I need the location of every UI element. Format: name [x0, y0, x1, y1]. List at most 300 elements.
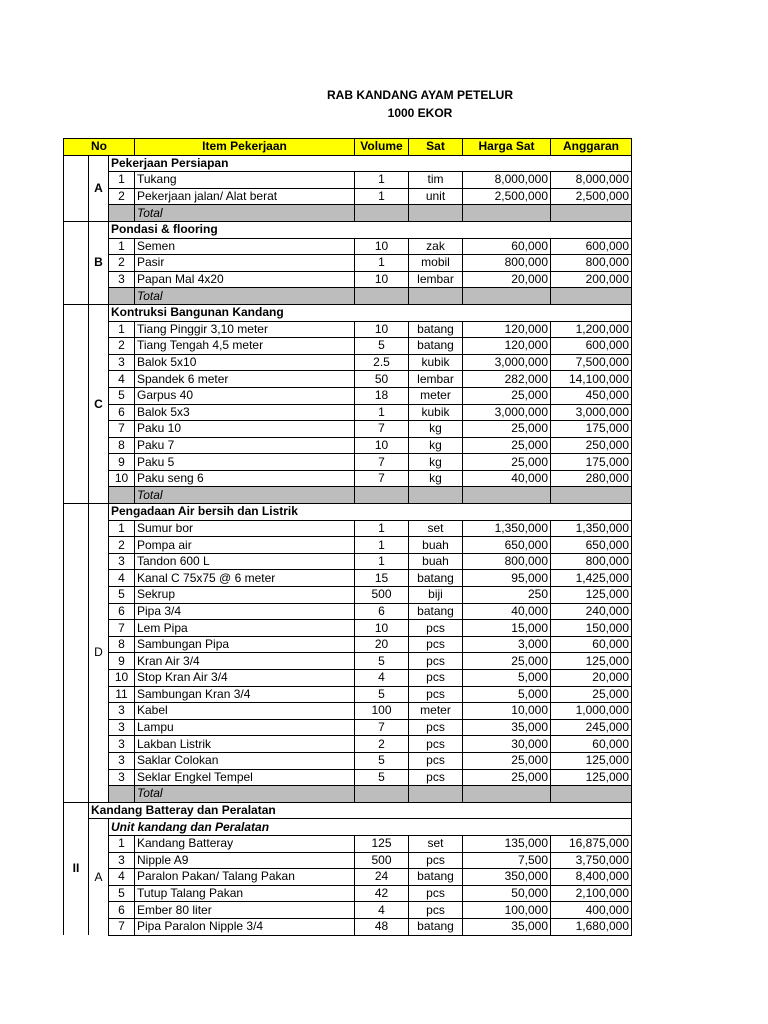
item-sat: pcs: [409, 736, 463, 753]
total-cell: [463, 205, 551, 222]
table-row: [64, 587, 632, 604]
item-name: Saklar Colokan: [135, 752, 355, 769]
table-row: [64, 620, 632, 637]
item-sat: pcs: [409, 769, 463, 786]
item-volume: 5: [355, 752, 409, 769]
total-row: [64, 288, 632, 305]
item-volume: 1: [355, 404, 409, 421]
roman-column: [64, 221, 89, 304]
item-no: 11: [109, 686, 135, 703]
item-anggaran: 16,875,000: [551, 835, 632, 852]
item-volume: 7: [355, 421, 409, 438]
table-row: [64, 703, 632, 720]
item-harga: 1,350,000: [463, 520, 551, 537]
item-no: 10: [109, 470, 135, 487]
item-volume: 10: [355, 620, 409, 637]
document-title: RAB KANDANG AYAM PETELUR: [326, 88, 514, 102]
item-no: 3: [109, 852, 135, 869]
total-label: Total: [135, 288, 355, 305]
item-harga: 35,000: [463, 719, 551, 736]
table-row: [64, 686, 632, 703]
item-sat: batang: [409, 603, 463, 620]
item-name: Pekerjaan jalan/ Alat berat: [135, 188, 355, 205]
total-cell: [463, 288, 551, 305]
header-volume: Volume: [355, 139, 409, 156]
item-no: 1: [109, 835, 135, 852]
header-sat: Sat: [409, 139, 463, 156]
total-cell: [551, 786, 632, 803]
total-label: Total: [135, 487, 355, 504]
item-no: 5: [109, 587, 135, 604]
item-volume: 42: [355, 885, 409, 902]
item-anggaran: 2,500,000: [551, 188, 632, 205]
item-sat: unit: [409, 188, 463, 205]
section-title-row: [64, 304, 632, 321]
item-harga: 3,000,000: [463, 354, 551, 371]
total-cell: [409, 205, 463, 222]
item-sat: kubik: [409, 404, 463, 421]
section-title-row: [64, 504, 632, 521]
item-no: 9: [109, 653, 135, 670]
section-letter: A: [89, 819, 109, 935]
item-name: Papan Mal 4x20: [135, 271, 355, 288]
item-anggaran: 800,000: [551, 255, 632, 272]
item-harga: 25,000: [463, 437, 551, 454]
total-cell: [355, 487, 409, 504]
item-name: Ember 80 liter: [135, 902, 355, 919]
table-row: [64, 271, 632, 288]
item-sat: pcs: [409, 636, 463, 653]
item-no: 3: [109, 719, 135, 736]
subsection-title-row: [64, 819, 632, 836]
table-row: [64, 902, 632, 919]
item-harga: 8,000,000: [463, 172, 551, 189]
item-volume: 5: [355, 686, 409, 703]
item-sat: pcs: [409, 653, 463, 670]
item-no: 5: [109, 885, 135, 902]
item-no: 2: [109, 255, 135, 272]
roman-column: [64, 504, 89, 803]
table-row: [64, 470, 632, 487]
item-harga: 282,000: [463, 371, 551, 388]
item-harga: 25,000: [463, 653, 551, 670]
item-volume: 1: [355, 255, 409, 272]
item-no: 9: [109, 454, 135, 471]
total-no-cell: [109, 487, 135, 504]
total-cell: [463, 786, 551, 803]
item-sat: batang: [409, 918, 463, 935]
item-harga: 25,000: [463, 421, 551, 438]
table-row: [64, 520, 632, 537]
header-no: No: [64, 139, 135, 156]
item-volume: 1: [355, 553, 409, 570]
total-cell: [355, 288, 409, 305]
item-anggaran: 2,100,000: [551, 885, 632, 902]
table-row: [64, 653, 632, 670]
item-volume: 500: [355, 852, 409, 869]
item-volume: 7: [355, 470, 409, 487]
item-harga: 25,000: [463, 769, 551, 786]
total-row: [64, 205, 632, 222]
item-anggaran: 60,000: [551, 736, 632, 753]
item-name: Kanal C 75x75 @ 6 meter: [135, 570, 355, 587]
item-name: Nipple A9: [135, 852, 355, 869]
item-harga: 10,000: [463, 703, 551, 720]
item-volume: 10: [355, 238, 409, 255]
section-letter: B: [89, 221, 109, 304]
total-label: Total: [135, 786, 355, 803]
item-no: 6: [109, 603, 135, 620]
item-sat: lembar: [409, 371, 463, 388]
item-volume: 4: [355, 670, 409, 687]
item-name: Semen: [135, 238, 355, 255]
table-row: [64, 885, 632, 902]
item-no: 3: [109, 703, 135, 720]
item-volume: 50: [355, 371, 409, 388]
item-no: 1: [109, 172, 135, 189]
item-harga: 20,000: [463, 271, 551, 288]
total-cell: [409, 786, 463, 803]
item-sat: set: [409, 835, 463, 852]
item-harga: 25,000: [463, 752, 551, 769]
item-sat: kg: [409, 437, 463, 454]
item-name: Pasir: [135, 255, 355, 272]
total-row: [64, 487, 632, 504]
item-sat: biji: [409, 587, 463, 604]
item-harga: 800,000: [463, 553, 551, 570]
item-name: Tandon 600 L: [135, 553, 355, 570]
item-name: Paku seng 6: [135, 470, 355, 487]
item-name: Balok 5x3: [135, 404, 355, 421]
table-row: [64, 387, 632, 404]
total-cell: [551, 487, 632, 504]
item-anggaran: 245,000: [551, 719, 632, 736]
item-no: 3: [109, 736, 135, 753]
table-row: [64, 321, 632, 338]
table-row: [64, 719, 632, 736]
item-no: 3: [109, 752, 135, 769]
item-harga: 7,500: [463, 852, 551, 869]
item-harga: 135,000: [463, 835, 551, 852]
item-sat: buah: [409, 537, 463, 554]
section-title: Pengadaan Air bersih dan Listrik: [109, 504, 632, 521]
table-row: [64, 172, 632, 189]
item-volume: 1: [355, 172, 409, 189]
item-sat: lembar: [409, 271, 463, 288]
document-subtitle: 1000 EKOR: [387, 106, 453, 120]
item-anggaran: 125,000: [551, 587, 632, 604]
item-sat: mobil: [409, 255, 463, 272]
item-no: 6: [109, 404, 135, 421]
item-harga: 15,000: [463, 620, 551, 637]
section-letter: A: [89, 155, 109, 221]
item-no: 1: [109, 520, 135, 537]
section-title: Pondasi & flooring: [109, 221, 632, 238]
header-harga: Harga Sat: [463, 139, 551, 156]
item-sat: pcs: [409, 752, 463, 769]
table-row: [64, 255, 632, 272]
item-anggaran: 1,425,000: [551, 570, 632, 587]
item-anggaran: 7,500,000: [551, 354, 632, 371]
item-no: 8: [109, 636, 135, 653]
item-harga: 30,000: [463, 736, 551, 753]
table-row: [64, 570, 632, 587]
item-harga: 350,000: [463, 869, 551, 886]
item-no: 6: [109, 902, 135, 919]
item-no: 7: [109, 421, 135, 438]
item-volume: 10: [355, 271, 409, 288]
total-cell: [463, 487, 551, 504]
item-harga: 100,000: [463, 902, 551, 919]
item-no: 2: [109, 188, 135, 205]
item-anggaran: 3,000,000: [551, 404, 632, 421]
item-name: Pompa air: [135, 537, 355, 554]
item-sat: tim: [409, 172, 463, 189]
item-sat: meter: [409, 387, 463, 404]
table-row: [64, 354, 632, 371]
item-no: 3: [109, 271, 135, 288]
table-row: [64, 371, 632, 388]
header-item: Item Pekerjaan: [135, 139, 355, 156]
table-row: [64, 636, 632, 653]
table-row: [64, 852, 632, 869]
total-cell: [355, 205, 409, 222]
item-sat: meter: [409, 703, 463, 720]
table-row: [64, 603, 632, 620]
item-volume: 7: [355, 454, 409, 471]
item-sat: pcs: [409, 902, 463, 919]
total-cell: [551, 288, 632, 305]
item-sat: batang: [409, 338, 463, 355]
item-name: Sekrup: [135, 587, 355, 604]
total-label: Total: [135, 205, 355, 222]
item-volume: 100: [355, 703, 409, 720]
item-name: Paku 5: [135, 454, 355, 471]
item-name: Lampu: [135, 719, 355, 736]
total-no-cell: [109, 288, 135, 305]
total-cell: [355, 786, 409, 803]
table-row: [64, 736, 632, 753]
item-volume: 1: [355, 188, 409, 205]
item-volume: 500: [355, 587, 409, 604]
item-name: Tiang Tengah 4,5 meter: [135, 338, 355, 355]
item-anggaran: 200,000: [551, 271, 632, 288]
item-anggaran: 25,000: [551, 686, 632, 703]
item-anggaran: 600,000: [551, 338, 632, 355]
item-harga: 60,000: [463, 238, 551, 255]
item-volume: 24: [355, 869, 409, 886]
part-title: Kandang Batteray dan Peralatan: [89, 802, 632, 819]
item-sat: buah: [409, 553, 463, 570]
item-no: 4: [109, 869, 135, 886]
item-name: Lakban Listrik: [135, 736, 355, 753]
item-no: 4: [109, 371, 135, 388]
item-anggaran: 3,750,000: [551, 852, 632, 869]
header-anggaran: Anggaran: [551, 139, 632, 156]
item-no: 10: [109, 670, 135, 687]
item-name: Stop Kran Air 3/4: [135, 670, 355, 687]
table-row: [64, 238, 632, 255]
item-anggaran: 600,000: [551, 238, 632, 255]
item-anggaran: 20,000: [551, 670, 632, 687]
total-row: [64, 786, 632, 803]
total-cell: [409, 288, 463, 305]
section-letter: C: [89, 304, 109, 503]
item-volume: 7: [355, 719, 409, 736]
item-no: 1: [109, 321, 135, 338]
item-harga: 650,000: [463, 537, 551, 554]
item-anggaran: 125,000: [551, 752, 632, 769]
roman-column: [64, 155, 89, 221]
item-harga: 5,000: [463, 670, 551, 687]
section-letter: D: [89, 504, 109, 803]
item-sat: kubik: [409, 354, 463, 371]
item-harga: 120,000: [463, 338, 551, 355]
item-harga: 120,000: [463, 321, 551, 338]
item-sat: pcs: [409, 620, 463, 637]
part-title-row: [64, 802, 632, 819]
item-anggaran: 1,200,000: [551, 321, 632, 338]
item-anggaran: 150,000: [551, 620, 632, 637]
item-no: 3: [109, 354, 135, 371]
item-no: 3: [109, 769, 135, 786]
header-row: [64, 139, 632, 156]
item-volume: 10: [355, 321, 409, 338]
table-row: [64, 670, 632, 687]
item-sat: kg: [409, 421, 463, 438]
item-name: Lem Pipa: [135, 620, 355, 637]
item-no: 8: [109, 437, 135, 454]
item-volume: 5: [355, 338, 409, 355]
item-anggaran: 8,400,000: [551, 869, 632, 886]
item-harga: 3,000,000: [463, 404, 551, 421]
item-sat: batang: [409, 570, 463, 587]
item-anggaran: 14,100,000: [551, 371, 632, 388]
item-sat: kg: [409, 454, 463, 471]
item-harga: 25,000: [463, 387, 551, 404]
item-anggaran: 175,000: [551, 454, 632, 471]
item-no: 5: [109, 387, 135, 404]
item-name: Sambungan Kran 3/4: [135, 686, 355, 703]
item-volume: 2.5: [355, 354, 409, 371]
item-no: 4: [109, 570, 135, 587]
item-volume: 5: [355, 769, 409, 786]
item-name: Tutup Talang Pakan: [135, 885, 355, 902]
rab-table: [63, 138, 632, 936]
item-anggaran: 280,000: [551, 470, 632, 487]
item-anggaran: 125,000: [551, 769, 632, 786]
item-harga: 5,000: [463, 686, 551, 703]
item-sat: pcs: [409, 719, 463, 736]
item-anggaran: 1,680,000: [551, 918, 632, 935]
item-volume: 1: [355, 537, 409, 554]
item-harga: 40,000: [463, 603, 551, 620]
item-volume: 20: [355, 636, 409, 653]
item-sat: pcs: [409, 852, 463, 869]
item-name: Seklar Engkel Tempel: [135, 769, 355, 786]
table-row: [64, 188, 632, 205]
item-volume: 1: [355, 520, 409, 537]
item-sat: batang: [409, 321, 463, 338]
item-name: Sumur bor: [135, 520, 355, 537]
item-volume: 15: [355, 570, 409, 587]
item-no: 1: [109, 238, 135, 255]
item-sat: pcs: [409, 686, 463, 703]
table-row: [64, 437, 632, 454]
total-cell: [409, 487, 463, 504]
item-name: Pipa 3/4: [135, 603, 355, 620]
item-anggaran: 1,350,000: [551, 520, 632, 537]
item-anggaran: 400,000: [551, 902, 632, 919]
item-anggaran: 800,000: [551, 553, 632, 570]
roman-column: [64, 304, 89, 503]
total-no-cell: [109, 205, 135, 222]
item-volume: 6: [355, 603, 409, 620]
table-row: [64, 869, 632, 886]
item-harga: 2,500,000: [463, 188, 551, 205]
item-volume: 125: [355, 835, 409, 852]
item-no: 2: [109, 338, 135, 355]
section-title-row: [64, 155, 632, 172]
item-anggaran: 125,000: [551, 653, 632, 670]
item-volume: 2: [355, 736, 409, 753]
item-anggaran: 240,000: [551, 603, 632, 620]
item-name: Paku 7: [135, 437, 355, 454]
item-volume: 10: [355, 437, 409, 454]
total-cell: [551, 205, 632, 222]
item-anggaran: 175,000: [551, 421, 632, 438]
item-harga: 25,000: [463, 454, 551, 471]
item-name: Kandang Batteray: [135, 835, 355, 852]
item-name: Kabel: [135, 703, 355, 720]
item-name: Garpus 40: [135, 387, 355, 404]
section-title: Pekerjaan Persiapan: [109, 155, 632, 172]
subsection-title: Unit kandang dan Peralatan: [109, 819, 632, 836]
item-harga: 50,000: [463, 885, 551, 902]
item-volume: 4: [355, 902, 409, 919]
item-sat: batang: [409, 869, 463, 886]
table-row: [64, 537, 632, 554]
item-volume: 18: [355, 387, 409, 404]
table-row: [64, 769, 632, 786]
item-sat: pcs: [409, 885, 463, 902]
item-harga: 800,000: [463, 255, 551, 272]
item-no: 2: [109, 537, 135, 554]
item-harga: 40,000: [463, 470, 551, 487]
item-name: Paralon Pakan/ Talang Pakan: [135, 869, 355, 886]
item-sat: zak: [409, 238, 463, 255]
section-title: Kontruksi Bangunan Kandang: [109, 304, 632, 321]
item-name: Balok 5x10: [135, 354, 355, 371]
table-row: [64, 454, 632, 471]
item-anggaran: 1,000,000: [551, 703, 632, 720]
item-name: Tiang Pinggir 3,10 meter: [135, 321, 355, 338]
item-anggaran: 8,000,000: [551, 172, 632, 189]
item-name: Pipa Paralon Nipple 3/4: [135, 918, 355, 935]
item-anggaran: 250,000: [551, 437, 632, 454]
item-harga: 250: [463, 587, 551, 604]
item-name: Paku 10: [135, 421, 355, 438]
item-no: 7: [109, 918, 135, 935]
item-name: Spandek 6 meter: [135, 371, 355, 388]
item-harga: 35,000: [463, 918, 551, 935]
table-row: [64, 835, 632, 852]
table-row: [64, 404, 632, 421]
item-sat: pcs: [409, 670, 463, 687]
table-row: [64, 918, 632, 935]
item-harga: 95,000: [463, 570, 551, 587]
item-anggaran: 450,000: [551, 387, 632, 404]
